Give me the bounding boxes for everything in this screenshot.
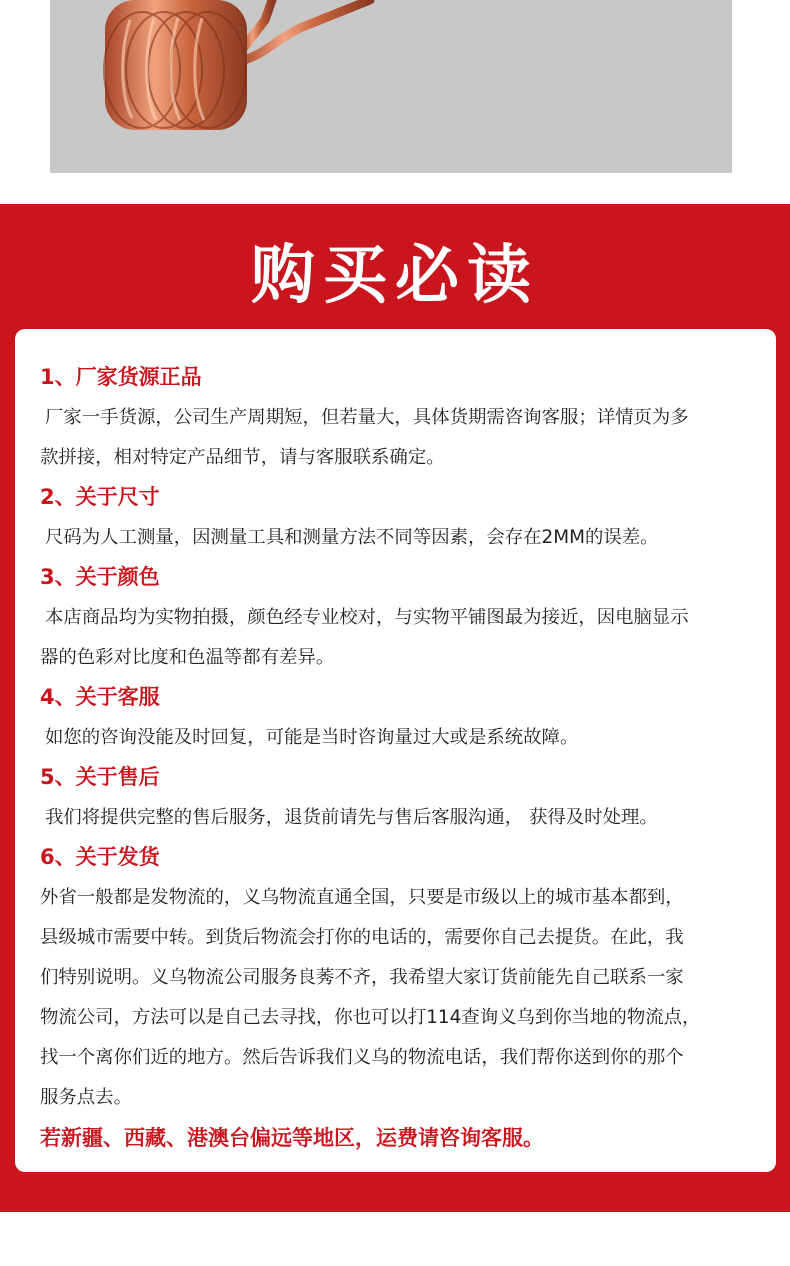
product-photo bbox=[50, 0, 732, 173]
section-title-service: 4、关于客服 bbox=[40, 685, 160, 709]
page-title: 购买必读 bbox=[251, 239, 539, 313]
section-line: 厂家一手货源，公司生产周期短，但若量大，具体货期需咨询客服；详情页为多 bbox=[45, 407, 689, 428]
section-line: 款拼接，相对特定产品细节，请与客服联系确定。 bbox=[40, 447, 445, 468]
section-title-shipping: 6、关于发货 bbox=[40, 845, 160, 869]
section-title-after-sales: 5、关于售后 bbox=[40, 765, 160, 789]
section-line: 们特别说明。义乌物流公司服务良莠不齐，我希望大家订货前能先自己联系一家 bbox=[40, 967, 684, 988]
section-line: 物流公司，方法可以是自己去寻找，你也可以打114查询义乌到你当地的物流点， bbox=[40, 1007, 701, 1028]
section-line: 器的色彩对比度和色温等都有差异。 bbox=[40, 647, 335, 668]
section-title-source: 1、厂家货源正品 bbox=[40, 365, 202, 389]
section-line: 尺码为人工测量，因测量工具和测量方法不同等因素，会存在2MM的误差。 bbox=[45, 527, 659, 548]
copper-coil-image bbox=[50, 0, 732, 173]
remote-area-shipping-note: 若新疆、西藏、港澳台偏远等地区，运费请咨询客服。 bbox=[40, 1126, 544, 1150]
section-line: 我们将提供完整的售后服务，退货前请先与售后客服沟通， 获得及时处理。 bbox=[45, 807, 658, 828]
section-line: 县级城市需要中转。到货后物流会打你的电话的，需要你自己去提货。在此，我 bbox=[40, 927, 684, 948]
section-line: 本店商品均为实物拍摄，颜色经专业校对，与实物平铺图最为接近，因电脑显示 bbox=[45, 607, 689, 628]
section-line: 找一个离你们近的地方。然后告诉我们义乌的物流电话，我们帮你送到你的那个 bbox=[40, 1047, 684, 1068]
section-line: 服务点去。 bbox=[40, 1087, 132, 1108]
section-line: 外省一般都是发物流的，义乌物流直通全国，只要是市级以上的城市基本都到， bbox=[40, 887, 684, 908]
section-line: 如您的咨询没能及时回复，可能是当时咨询量过大或是系统故障。 bbox=[45, 727, 579, 748]
section-title-size: 2、关于尺寸 bbox=[40, 485, 160, 509]
section-title-color: 3、关于颜色 bbox=[40, 565, 160, 589]
